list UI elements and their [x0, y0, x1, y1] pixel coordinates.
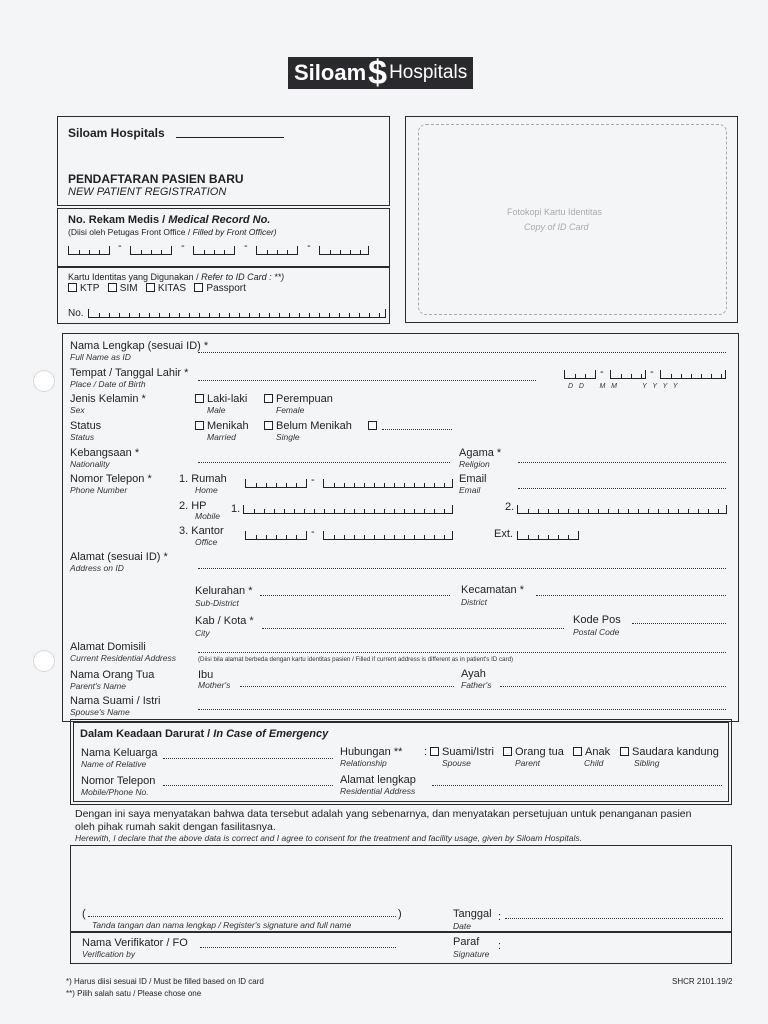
mrn-label-id: No. Rekam Medis /: [68, 214, 169, 226]
verifier-en: Verification by: [82, 949, 136, 959]
sex-female-en: Female: [276, 405, 305, 415]
mother-input[interactable]: [240, 686, 454, 687]
birth-en: Place / Date of Birth: [70, 379, 146, 389]
kelurahan-input[interactable]: [260, 595, 450, 596]
digit-tick: [161, 250, 162, 254]
mrn-label-en: Medical Record No.: [168, 214, 271, 226]
digit-tick: [349, 313, 350, 317]
logo-symbol: $: [368, 53, 388, 92]
logo-part2: Hospitals: [389, 62, 468, 83]
paraf-colon: :: [498, 940, 502, 952]
digit-tick: [267, 250, 268, 254]
digit-tick: [169, 313, 170, 317]
digit-tick: [424, 483, 425, 487]
phone-home-sep: -: [311, 474, 315, 486]
digit-tick: [289, 313, 290, 317]
city-label: Kab / Kota *: [195, 615, 254, 627]
phone-office-area[interactable]: [245, 531, 307, 540]
date-en: Date: [453, 921, 471, 931]
digit-tick: [641, 374, 642, 378]
sex-en: Sex: [70, 405, 85, 415]
kecamatan-label: Kecamatan *: [461, 584, 524, 596]
rel-sibling-option[interactable]: Saudara kandung: [620, 746, 719, 758]
parents-en: Parent's Name: [70, 681, 126, 691]
phone-hp-2-field[interactable]: [517, 505, 727, 514]
phone-hp-label: 2. HP: [179, 500, 207, 512]
digit-tick: [708, 509, 709, 513]
emergency-title-id: Dalam Keadaan Darurat /: [80, 728, 214, 740]
digit-tick: [286, 483, 287, 487]
status-other-input[interactable]: [382, 429, 452, 430]
punch-hole-bottom: [33, 650, 55, 672]
digit-tick: [414, 535, 415, 539]
address-input[interactable]: [198, 568, 726, 569]
rel-sibling-en: Sibling: [634, 758, 660, 768]
em-phone-en: Mobile/Phone No.: [81, 787, 149, 797]
digit-tick: [279, 313, 280, 317]
spouse-input[interactable]: [198, 709, 726, 710]
digit-tick: [266, 483, 267, 487]
digit-tick: [394, 535, 395, 539]
digit-tick: [404, 535, 405, 539]
digit-tick: [249, 313, 250, 317]
digit-tick: [444, 509, 445, 513]
digit-tick: [711, 374, 712, 378]
digit-tick: [701, 374, 702, 378]
status-single-option[interactable]: Belum Menikah: [264, 420, 352, 432]
hospital-branch-line[interactable]: [176, 137, 284, 138]
digit-tick: [284, 509, 285, 513]
digit-tick: [444, 483, 445, 487]
nationality-en: Nationality: [70, 459, 110, 469]
paraf-en: Signature: [453, 949, 490, 959]
digit-tick: [319, 313, 320, 317]
mother-label: Ibu: [198, 669, 214, 681]
id-type-sim[interactable]: SIM: [108, 283, 138, 294]
digit-tick: [364, 535, 365, 539]
domicile-note: (Diisi bila alamat berbeda dengan kartu identitas pasien / Filled if current address is different as in patient's ID card): [198, 656, 514, 663]
digit-tick: [259, 313, 260, 317]
digit-tick: [658, 509, 659, 513]
digit-tick: [334, 535, 335, 539]
digit-tick: [256, 483, 257, 487]
relative-label: Nama Keluarga: [81, 747, 158, 759]
digit-tick: [179, 313, 180, 317]
relationship-label: Hubungan **: [340, 746, 403, 758]
digit-tick: [339, 313, 340, 317]
declaration-en: Herewith, I declare that the above data is correct and I agree to consent for the treatment and facility usage, given by Siloam Hospitals.: [75, 833, 582, 843]
digit-tick: [379, 313, 380, 317]
nationality-label: Kebangsaan *: [70, 447, 140, 459]
digit-tick: [668, 509, 669, 513]
digit-tick: [718, 509, 719, 513]
digit-tick: [189, 313, 190, 317]
phone-home-area[interactable]: [245, 479, 307, 488]
digit-tick: [618, 509, 619, 513]
rel-spouse-option[interactable]: Suami/Istri: [430, 746, 494, 758]
digit-tick: [528, 509, 529, 513]
mrn-note: [68, 226, 277, 238]
digit-tick: [638, 509, 639, 513]
father-input[interactable]: [500, 686, 726, 687]
digit-tick: [264, 509, 265, 513]
full-name-label: Nama Lengkap (sesuai ID) *: [70, 340, 209, 352]
phone-office-number[interactable]: [323, 531, 453, 540]
hospital-label: Siloam Hospitals: [68, 126, 165, 140]
rel-child-en: Child: [584, 758, 604, 768]
kelurahan-en: Sub-District: [195, 598, 239, 608]
postal-input[interactable]: [632, 623, 726, 624]
digit-tick: [139, 313, 140, 317]
em-address-en: Residential Address: [340, 786, 416, 796]
digit-tick: [374, 483, 375, 487]
email-en: Email: [459, 485, 481, 495]
digit-tick: [119, 313, 120, 317]
digit-tick: [334, 509, 335, 513]
digit-tick: [575, 374, 576, 378]
declaration-line2: oleh pihak rumah sakit dengan fasilitasnya.: [75, 821, 276, 833]
digit-tick: [329, 313, 330, 317]
digit-tick: [204, 250, 205, 254]
digit-tick: [219, 313, 220, 317]
status-married-en: Married: [207, 432, 236, 442]
digit-tick: [444, 535, 445, 539]
verifier-label: Nama Verifikator / FO: [82, 937, 188, 949]
full-name-en: Full Name as ID: [70, 352, 131, 362]
digit-tick: [149, 313, 150, 317]
relationship-en: Relationship: [340, 758, 387, 768]
digit-tick: [394, 483, 395, 487]
digit-tick: [588, 509, 589, 513]
digit-tick: [578, 509, 579, 513]
religion-input[interactable]: [518, 462, 726, 463]
digit-tick: [414, 483, 415, 487]
verifier-input[interactable]: [200, 947, 396, 948]
religion-label: Agama *: [459, 447, 502, 459]
domicile-en: Current Residential Address: [70, 653, 176, 663]
digit-tick: [548, 535, 549, 539]
digit-tick: [369, 313, 370, 317]
em-phone-input[interactable]: [163, 785, 333, 786]
digit-tick: [648, 509, 649, 513]
digit-tick: [598, 509, 599, 513]
digit-tick: [276, 483, 277, 487]
digit-tick: [340, 250, 341, 254]
phone-office-label: 3. Kantor: [179, 525, 224, 537]
siloam-logo: [288, 53, 473, 92]
digit-tick: [344, 535, 345, 539]
mrn-note-en: Filled by Front Officer): [192, 227, 277, 237]
birth-date-hint: D D M M Y Y Y Y: [568, 383, 678, 390]
religion-en: Religion: [459, 459, 490, 469]
photocopy-label-en: Copy of ID Card: [524, 222, 589, 232]
digit-tick: [239, 313, 240, 317]
em-phone-label: Nomor Telepon: [81, 775, 156, 787]
digit-tick: [89, 250, 90, 254]
digit-tick: [558, 509, 559, 513]
digit-tick: [631, 374, 632, 378]
status-married-option[interactable]: Menikah: [195, 420, 249, 432]
declaration-line1: Dengan ini saya menyatakan bahwa data tersebut adalah yang sebenarnya, dan menyatakan persetujuan untuk penanganan pasien: [75, 808, 692, 820]
digit-tick: [721, 374, 722, 378]
phone-hp-2-label: 2.: [505, 501, 515, 513]
birth-label: Tempat / Tanggal Lahir *: [70, 367, 189, 379]
digit-tick: [344, 483, 345, 487]
digit-tick: [286, 535, 287, 539]
kecamatan-en: District: [461, 597, 487, 607]
postal-en: Postal Code: [573, 627, 620, 637]
id-card-label: [68, 271, 284, 283]
email-label: Email: [459, 473, 487, 485]
mrn-label: [68, 214, 270, 226]
spouse-label: Nama Suami / Istri: [70, 695, 161, 707]
digit-tick: [214, 250, 215, 254]
birth-month-field[interactable]: [610, 370, 646, 379]
digit-tick: [274, 509, 275, 513]
logo-part1: Siloam: [294, 60, 367, 85]
relative-input[interactable]: [163, 758, 333, 759]
digit-tick: [334, 483, 335, 487]
digit-tick: [151, 250, 152, 254]
digit-tick: [538, 535, 539, 539]
birth-sep-1: -: [600, 366, 604, 378]
form-subtitle: NEW PATIENT REGISTRATION: [68, 186, 227, 198]
em-address-input[interactable]: [432, 785, 722, 786]
rel-spouse-en: Spouse: [442, 758, 471, 768]
address-en: Address on ID: [70, 563, 124, 573]
digit-tick: [99, 250, 100, 254]
phone-home-number[interactable]: [323, 479, 453, 488]
status-label: Status: [70, 420, 102, 432]
digit-tick: [585, 374, 586, 378]
spouse-en: Spouse's Name: [70, 707, 130, 717]
punch-hole-top: [33, 370, 55, 392]
digit-tick: [404, 509, 405, 513]
digit-tick: [424, 535, 425, 539]
digit-tick: [671, 374, 672, 378]
digit-tick: [359, 313, 360, 317]
digit-tick: [256, 535, 257, 539]
digit-tick: [434, 535, 435, 539]
digit-tick: [224, 250, 225, 254]
phone-ext-label: Ext.: [494, 528, 513, 540]
digit-tick: [621, 374, 622, 378]
em-address-label: Alamat lengkap: [340, 774, 416, 786]
digit-tick: [287, 250, 288, 254]
digit-tick: [109, 313, 110, 317]
digit-tick: [404, 483, 405, 487]
digit-tick: [354, 483, 355, 487]
birth-day-field[interactable]: [564, 370, 596, 379]
relationship-colon: :: [424, 746, 428, 758]
rel-parent-en: Parent: [515, 758, 541, 768]
parents-label: Nama Orang Tua: [70, 669, 155, 681]
father-en: Father's: [461, 680, 492, 690]
phone-home-en: Home: [195, 485, 218, 495]
digit-tick: [434, 509, 435, 513]
id-type-passport[interactable]: Passport: [194, 283, 245, 294]
digit-tick: [209, 313, 210, 317]
city-input[interactable]: [262, 628, 564, 629]
phone-hp-1-label: 1.: [231, 503, 241, 515]
rel-parent-option[interactable]: Orang tua: [503, 746, 564, 758]
digit-tick: [354, 509, 355, 513]
digit-tick: [254, 509, 255, 513]
digit-tick: [324, 509, 325, 513]
rel-child-option[interactable]: Anak: [573, 746, 610, 758]
digit-tick: [568, 509, 569, 513]
digit-tick: [199, 313, 200, 317]
digit-tick: [294, 509, 295, 513]
digit-tick: [364, 483, 365, 487]
digit-tick: [548, 509, 549, 513]
digit-tick: [79, 250, 80, 254]
digit-tick: [414, 509, 415, 513]
sex-label: Jenis Kelamin *: [70, 393, 146, 405]
digit-tick: [344, 509, 345, 513]
digit-tick: [424, 509, 425, 513]
phone-ext-field[interactable]: [517, 531, 579, 540]
id-number-field[interactable]: [88, 309, 386, 318]
digit-tick: [384, 483, 385, 487]
form-title: PENDAFTARAN PASIEN BARU: [68, 172, 244, 186]
digit-tick: [434, 483, 435, 487]
digit-tick: [394, 509, 395, 513]
digit-tick: [229, 313, 230, 317]
digit-tick: [678, 509, 679, 513]
footer-note-2: **) Pilih salah satu / Please chose one: [66, 989, 202, 998]
id-type-ktp[interactable]: KTP: [68, 283, 99, 294]
digit-tick: [299, 313, 300, 317]
digit-tick: [296, 483, 297, 487]
digit-tick: [350, 250, 351, 254]
date-label: Tanggal: [453, 908, 492, 920]
kecamatan-input[interactable]: [536, 595, 726, 596]
address-label: Alamat (sesuai ID) *: [70, 551, 168, 563]
digit-tick: [269, 313, 270, 317]
signature-input[interactable]: [88, 916, 396, 917]
domicile-label: Alamat Domisili: [70, 641, 146, 653]
kelurahan-label: Kelurahan *: [195, 585, 253, 597]
domicile-input[interactable]: [198, 652, 726, 653]
status-other-option[interactable]: [368, 420, 380, 432]
sig-paren-open: (: [82, 908, 86, 920]
digit-tick: [691, 374, 692, 378]
father-label: Ayah: [461, 668, 486, 680]
digit-tick: [360, 250, 361, 254]
photocopy-dashed-area: [418, 124, 727, 315]
digit-tick: [304, 509, 305, 513]
digit-tick: [681, 374, 682, 378]
form-code: SHCR 2101.19/2: [672, 977, 733, 986]
email-input[interactable]: [518, 488, 726, 489]
digit-tick: [568, 535, 569, 539]
digit-tick: [159, 313, 160, 317]
id-type-options: [68, 283, 246, 295]
digit-tick: [277, 250, 278, 254]
status-en: Status: [70, 432, 95, 442]
phone-office-en: Office: [195, 537, 218, 547]
id-type-kitas[interactable]: KITAS: [146, 283, 186, 294]
digit-tick: [129, 313, 130, 317]
digit-tick: [364, 509, 365, 513]
signature-caption: Tanda tangan dan nama lengkap / Register's signature and full name: [92, 920, 352, 930]
digit-tick: [330, 250, 331, 254]
mrn-note-id: (Diisi oleh Petugas Front Office /: [68, 227, 193, 237]
id-card-label-id: Kartu Identitas yang Digunakan /: [68, 272, 202, 282]
digit-tick: [688, 509, 689, 513]
emergency-title-en: In Case of Emergency: [213, 728, 329, 740]
digit-tick: [296, 535, 297, 539]
status-single-en: Single: [276, 432, 300, 442]
sex-male-en: Male: [207, 405, 226, 415]
phone-label: Nomor Telepon *: [70, 473, 152, 485]
nationality-input[interactable]: [198, 462, 450, 463]
digit-tick: [309, 313, 310, 317]
birth-year-field[interactable]: [660, 370, 726, 379]
digit-tick: [528, 535, 529, 539]
digit-tick: [384, 535, 385, 539]
birth-place-input[interactable]: [198, 380, 536, 381]
digit-tick: [141, 250, 142, 254]
postal-label: Kode Pos: [573, 614, 621, 626]
phone-office-sep: -: [311, 526, 315, 538]
sex-female-option[interactable]: Perempuan: [264, 393, 333, 405]
full-name-input[interactable]: [198, 352, 726, 353]
digit-tick: [266, 535, 267, 539]
digit-tick: [314, 509, 315, 513]
digit-tick: [99, 313, 100, 317]
digit-tick: [276, 535, 277, 539]
date-colon: :: [498, 911, 502, 923]
photocopy-label: Fotokopi Kartu Identitas: [507, 207, 603, 217]
paraf-label: Paraf: [453, 936, 480, 948]
digit-tick: [628, 509, 629, 513]
phone-home-label: 1. Rumah: [179, 473, 227, 485]
birth-sep-2: -: [650, 366, 654, 378]
digit-tick: [384, 509, 385, 513]
relative-en: Name of Relative: [81, 759, 147, 769]
sig-paren-close: ): [398, 908, 402, 920]
city-en: City: [195, 628, 210, 638]
id-card-label-en: Refer to ID Card : **): [201, 272, 285, 282]
digit-tick: [698, 509, 699, 513]
date-input[interactable]: [505, 918, 723, 919]
phone-hp-en: Mobile: [195, 511, 221, 521]
digit-tick: [538, 509, 539, 513]
digit-tick: [608, 509, 609, 513]
digit-tick: [558, 535, 559, 539]
phone-en: Phone Number: [70, 485, 128, 495]
id-no-label: No.: [68, 308, 84, 319]
digit-tick: [374, 509, 375, 513]
mother-en: Mother's: [198, 680, 231, 690]
footer-note-1: *) Harus diisi sesuai ID / Must be filled based on ID card: [66, 977, 264, 986]
sex-male-option[interactable]: Laki-laki: [195, 393, 247, 405]
digit-tick: [374, 535, 375, 539]
digit-tick: [354, 535, 355, 539]
phone-hp-1-field[interactable]: [243, 505, 453, 514]
emergency-title: [80, 728, 328, 740]
